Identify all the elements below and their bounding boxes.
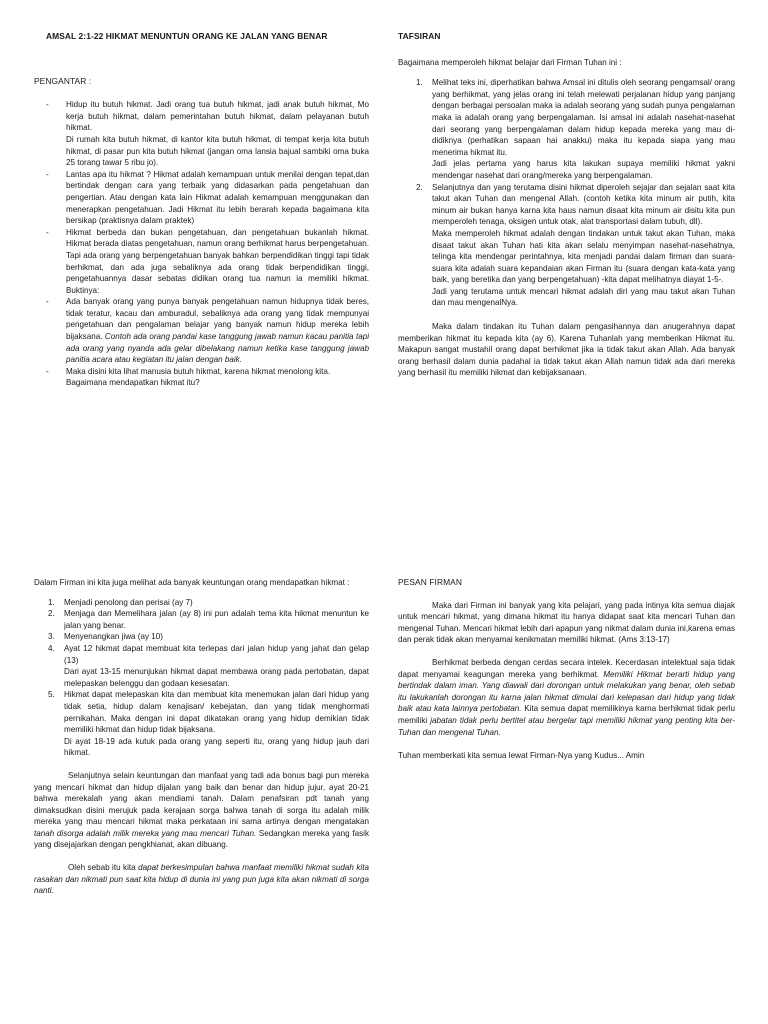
paragraph-text: Berhikmat berbeda dengan cerdas secara intelek. Kecerdasan intelektual saja tidak dapat menyamai keagungan mereka yang berhikmat. — [398, 657, 735, 679]
paragraph-text: Sedangkan mereka yang fasik yang disejajarkan dengan pengkhianat, akan dibuang. — [34, 828, 369, 850]
list-item-text: Ada banyak orang yang punya banyak pengetahuan namun hidupnya tidak beres, tidak teratur, kacau dan amburadul, sebaliknya ada orang yang tidak mempunyai pengetahuan dan pengalaman belajar yang banyak namun hidup mereka lebih bijaksana. — [66, 297, 369, 342]
paragraph-italic-text: tanah disorga adalah milik mereka yang mau mencari Tuhan. — [34, 828, 257, 838]
list-item — [48, 608, 369, 631]
list-item — [416, 182, 735, 228]
list-item — [48, 643, 369, 666]
list-item-text: Di ayat 18-19 ada kutuk pada orang yang seperti itu, orang yang hidup jauh dari hikmat. — [64, 736, 369, 758]
list-marker: 1. — [48, 597, 55, 607]
list-item-text: Menyenangkan jiwa (ay 10) — [64, 632, 163, 642]
paragraph-italic-text: jabatan tidak perlu bertitel atau bergelar tapi memiliki hikmat yang penting kita ber-Tuhan dan mengenal Tuhan. — [398, 715, 735, 737]
list-item-text: Hidup itu butuh hikmat. Jadi orang tua butuh hikmat, jadi anak butuh hikmat, Mo kerja butuh hikmat, dalam pemerintahan butuh hikmat, dalam pelayanan butuh hikmat. — [66, 100, 369, 133]
list-marker: - — [46, 169, 49, 179]
paragraph-text: Kita semua dapat memilikinya karna berhikmat tidak perlu memiliki — [398, 704, 735, 725]
list-item-text: Menjaga dan Memelihara jalan (ay 8) ini pun adalah tema kita hikmat menuntun ke jalan yang benar. — [64, 609, 369, 630]
list-marker: 3. — [48, 632, 55, 642]
list-item-text: Dari ayat 13-15 menunjukan hikmat dapat membawa orang pada pertobatan, dapat melepaskan belenggu dan godaan kesesatan. — [64, 667, 369, 688]
list-marker: - — [46, 297, 49, 307]
list-item — [48, 631, 369, 643]
list-item — [34, 99, 369, 134]
list-marker: - — [46, 227, 49, 237]
keuntungan-list — [34, 597, 369, 759]
list-marker: - — [46, 366, 49, 376]
paragraph-text: Oleh sebab itu kita — [68, 863, 139, 873]
list-item-text: Bagaimana mendapatkan hikmat itu? — [66, 378, 200, 388]
tafsiran-list — [398, 77, 735, 309]
list-marker: 2. — [416, 182, 423, 192]
tafsiran-heading: TAFSIRAN — [398, 31, 441, 41]
paragraph-italic-text: Memiliki Hikmat berarti hidup yang bertindak dalam iman. Yang diawali dari dorongan untuk melakukan yang benar, oleh sebab itu lakukanlah dorongan itu karna jalan hikmat dimulai dari kelepasan dari hidup yang tidak baik atau kata lainnya pertobatan. — [398, 669, 736, 714]
list-item-text: Jadi yang terutama untuk mencari hikmat adalah diri yang mau takut akan Tuhan dan mau mengenalNya. — [432, 286, 735, 308]
list-marker: - — [46, 100, 49, 110]
list-item-text: Menjadi penolong dan perisai (ay 7) — [64, 597, 193, 607]
list-item — [34, 296, 369, 366]
list-item — [48, 666, 369, 689]
list-item-text: Maka memperoleh hikmat adalah dengan tindakan untuk takut akan Tuhan, maka disaat takut akan Tuhan hati kita akan selalu menyimpan nasehat-nasehatnya, telinga kita mendengar perintahnya, kita menjadi pandai dalam firman dan suara-suara kita adalah suara kepandaian akan Firman itu (suara dengan kata-kata yang baik, yang beretika dan yang berpengetahuan) -kita dapat melihatnya diayat 1-5-. — [432, 228, 735, 285]
list-item — [416, 77, 735, 158]
list-item — [48, 689, 369, 735]
list-item — [34, 134, 369, 169]
selanjutnya-paragraph — [34, 770, 369, 851]
list-item — [34, 377, 369, 389]
pesan-paragraph-1: Maka dari Firman ini banyak yang kita pelajari, yang pada intinya kita semua diajak untuk mencari hikmat, yang dimana hikmat itu hanya didapat saat kita mencari Tuhan dan mengenal Tuhan. Mencari hikmat lebih dari apapun yang nikmat dalam dunia ini,karena emas dan perak tidak akan menyamai kenikmatan memiliki hikmat. (Ams 3:13-17) — [398, 600, 735, 645]
list-item-text: Hikmat dapat melepaskan kita dan membuat kita menemukan jalan dari hidup yang tidak setia, hidup dalam kenajisan/ kebejatan, dan yang tidak menghormati pernikahan. Maka dengan ini dapat dikatakan orang yang hidup demikian tidak memiliki hikmat dan hidup tidak bijaksana. — [64, 690, 369, 735]
tafsiran-intro: Bagaimana memperoleh hikmat belajar dari Firman Tuhan ini : — [398, 57, 622, 67]
list-marker: 2. — [48, 609, 55, 619]
paragraph-italic-text: dapat berkesimpulan bahwa manfaat memiliki hikmat sudah kita rasakan dan nikmati pun saat kita hidup di dunia ini yang pun juga kita akan nikmati di sorga nanti. — [34, 863, 369, 896]
list-item — [34, 227, 369, 297]
pesan-firman-heading: PESAN FIRMAN — [398, 577, 463, 587]
pengantar-list — [34, 99, 369, 389]
paragraph-text: Selanjutnya selain keuntungan dan manfaat yang tadi ada bonus bagi pun mereka yang mencari hikmat dan hidup dijalan yang baik dan benar dan hidup jujur, ayat 20-21 bahwa merekalah yang akan mendiami tanah. Dalam penafsiran pdt tanah yang dimaksudkan disini merujuk pada kerajaan sorga bahwa tanah di sorga itu adalah milik mereka yang mau mencari hikmat maka perkataan ini sama artinya dengan mengatakan — [34, 770, 369, 827]
list-item-text: Ayat 12 hikmat dapat membuat kita terlepas dari jalan hidup yang jahat dan gelap (13) — [64, 643, 369, 665]
list-item-text: Jadi jelas pertama yang harus kita lakukan supaya memiliki hikmat yakni mendengar nasehat dari orang/mereka yang berpengalaman. — [432, 159, 735, 180]
keuntungan-intro: Dalam Firman ini kita juga melihat ada banyak keuntungan orang mendapatkan hikmat : — [34, 578, 350, 587]
list-item — [416, 286, 735, 309]
right-top-section — [398, 31, 735, 379]
list-item-text: Lantas apa itu hikmat ? Hikmat adalah kemampuan untuk menilai dengan tepat,dan bertindak dengan cara yang terbaik yang didasarkan pada pengetahuan dan pengertian. Atau dengan kata lain Hikmat adalah kemampuan menggunakan dan menerapkan pengetahuan. Jadi Hikmat itu lebih berarah kepada bagaimana kita bersikap (praktisnya dalam praktek) — [66, 169, 369, 226]
right-bottom-section — [398, 577, 735, 762]
left-bottom-section — [34, 577, 369, 897]
tafsiran-closing: Maka dalam tindakan itu Tuhan dalam pengasihannya dan anugerahnya dapat memberikan hikmat itu kepada kita (ay 6). Karena Tuhanlah yang memberikan Hikmat itu. Makapun sangat mustahil orang dapat berhikmat jika ia tidak takut akan Allah. Ada banyak orang berhasil dalam dunia padahal ia tidak takut akan Allah namun tidak ada dari mereka yang berhasil itu memiliki hikmat dan kebijaksanaan. — [398, 322, 735, 378]
list-marker: 1. — [416, 78, 423, 88]
list-item — [416, 158, 735, 181]
document-title: AMSAL 2:1-22 HIKMAT MENUNTUN ORANG KE JALAN YANG BENAR — [46, 31, 328, 41]
list-item-text: Hikmat berbeda dan bukan pengetahuan, dan pengetahuan bukanlah hikmat. Hikmat berada diatas pengetahuan, namun orang berhikmat harus berpengetahuan. Tapi ada orang yang berpengetahuan banyak bahkan berpendidikan tinggi tapi tidak berhikmat, dan ada juga sebaliknya ada orang tidak berpendidikan tinggi, pengetahuannya dasar sebatas didikan orang tua namun ia memiliki hikmat. Buktinya: — [66, 227, 369, 295]
list-item-text: Di rumah kita butuh hikmat, di kantor kita butuh hikmat, di tempat kerja kita butuh hikmat, di pasar pun kita butuh hikmat (jangan oma lansia bajual sambiki oma buka 25 torang tawar 5 ribu jo). — [66, 134, 369, 168]
pesan-paragraph-2 — [398, 657, 735, 738]
list-item — [48, 736, 369, 759]
list-item-text: Melihat teks ini, diperhatikan bahwa Amsal ini ditulis oleh seorang pengamsal/ orang yang berhikmat, yang jelas orang ini telah melewati perjalanan hidup yang panjang dengan berbagai persoalan maka ia adalah seorang yang sudah punya pengalaman maka ia adalah orang yang berpengalaman. Isi amsal ini adalah nasehat-nasehat dari seorang yang berpengalaman dalam hidup kepada mereka yang mau di-didiknya (perhatikan sapaan hai anakku) maka itu kepada siapa yang mau menerima hikmat itu. — [432, 78, 735, 157]
list-item — [34, 169, 369, 227]
left-top-section — [34, 31, 369, 389]
list-marker: 4. — [48, 643, 55, 653]
list-marker: 5. — [48, 690, 55, 700]
closing-blessing: Tuhan memberkati kita semua lewat Firman-Nya yang Kudus... Amin — [398, 751, 645, 761]
list-item — [34, 366, 369, 378]
list-item-text: Maka disini kita lihat manusia butuh hikmat, karena hikmat menolong kita. — [66, 366, 331, 376]
pengantar-heading: PENGANTAR : — [34, 75, 92, 86]
list-item-text: Selanjutnya dan yang terutama disini hikmat diperoleh sejajar dan sejalan saat kita takut akan Tuhan dan mengenal Allah. (contoh ketika kita minum air putih, kita minum air bukan hanya karna kita haus namun disaat kita minum air disitu kita pun memperoleh tenaga, oksigen untuk otak, alat transportasi dalam tubuh, dll). — [432, 182, 735, 227]
kesimpulan-paragraph — [34, 862, 369, 897]
list-item-italic-text: Contoh ada orang pandai kase tanggung jawab namun kacau panitia tapi ada orang yang nyanda ada gelar dibelakang namun ketika kase tanggung jawab panitia acara atau kegiatan itu jalan dengan baik. — [66, 332, 369, 365]
list-item — [416, 228, 735, 286]
list-item — [48, 597, 369, 609]
